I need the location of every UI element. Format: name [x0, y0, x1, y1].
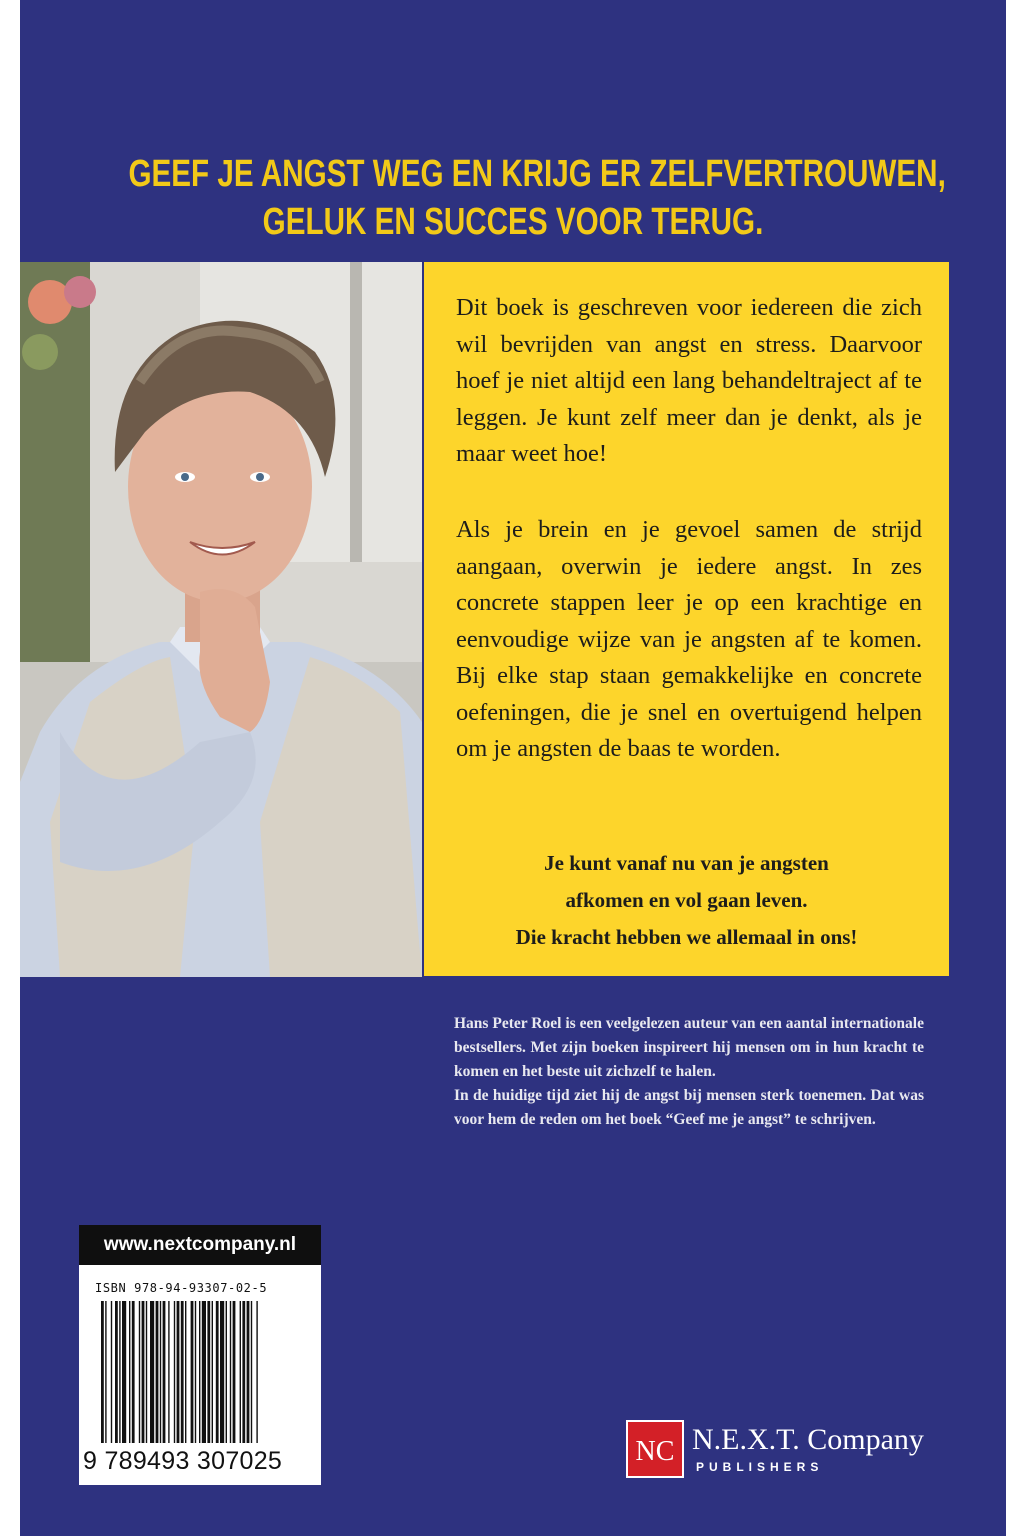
headline-line-2: GELUK EN SUCCES VOOR TERUG.: [262, 201, 764, 243]
ean-number: 9 789493 307025: [83, 1447, 283, 1475]
publisher-sub: PUBLISHERS: [696, 1460, 824, 1474]
bio-paragraph-1: Hans Peter Roel is een veelgelezen auteur van een aantal internationale bestsellers. Met zijn boeken inspireert hij mensen om in hun kracht te komen en het beste uit zichzelf te halen.: [454, 1015, 924, 1080]
publisher-mark-text: NC: [635, 1436, 675, 1467]
isbn-label: ISBN 978-94-93307-02-5: [95, 1281, 268, 1295]
emphasis-line-1: Je kunt vanaf nu van je angsten: [544, 851, 829, 875]
publisher-logo: [626, 1420, 926, 1482]
blurb-panel: [424, 262, 949, 976]
barcode-block: [79, 1225, 321, 1485]
author-photo: [20, 262, 422, 977]
blurb-paragraph-2: Als je brein en je gevoel samen de strijd aangaan, overwin je iedere angst. In zes concrete stappen leer je op een krachtige en eenvoudige wijze van je angsten af te komen. Bij elke stap staan gemakkelijke en concrete oefeningen, die je snel en overtuigend helpen om je angsten de baas te worden.: [456, 516, 922, 762]
publisher-name: N.E.X.T. Company: [692, 1423, 924, 1456]
barcode-icon: [101, 1301, 311, 1443]
blurb-emphasis: [444, 845, 929, 956]
cover-headline: [128, 150, 946, 246]
emphasis-line-2: afkomen en vol gaan leven.: [565, 888, 808, 912]
blurb-paragraph-1: Dit boek is geschreven voor iedereen die zich wil bevrijden van angst en stress. Daarvoor hoef je niet altijd een lang behandeltraject af te leggen. Je kunt zelf meer dan je denkt, als je maar weet hoe!: [456, 294, 922, 467]
emphasis-line-3: Die kracht hebben we allemaal in ons!: [515, 925, 858, 949]
book-back-cover: [20, 0, 1006, 1536]
website-link[interactable]: www.nextcompany.nl: [79, 1225, 321, 1265]
author-portrait-illustration: [20, 262, 422, 977]
author-bio: [454, 1012, 924, 1132]
publisher-mark-icon: [626, 1420, 684, 1478]
bio-paragraph-2: In de huidige tijd ziet hij de angst bij mensen sterk toenemen. Dat was voor hem de reden om het boek “Geef me je angst” te schrijven.: [454, 1087, 924, 1128]
headline-line-1: GEEF JE ANGST WEG EN KRIJG ER ZELFVERTROUWEN,: [128, 153, 946, 195]
